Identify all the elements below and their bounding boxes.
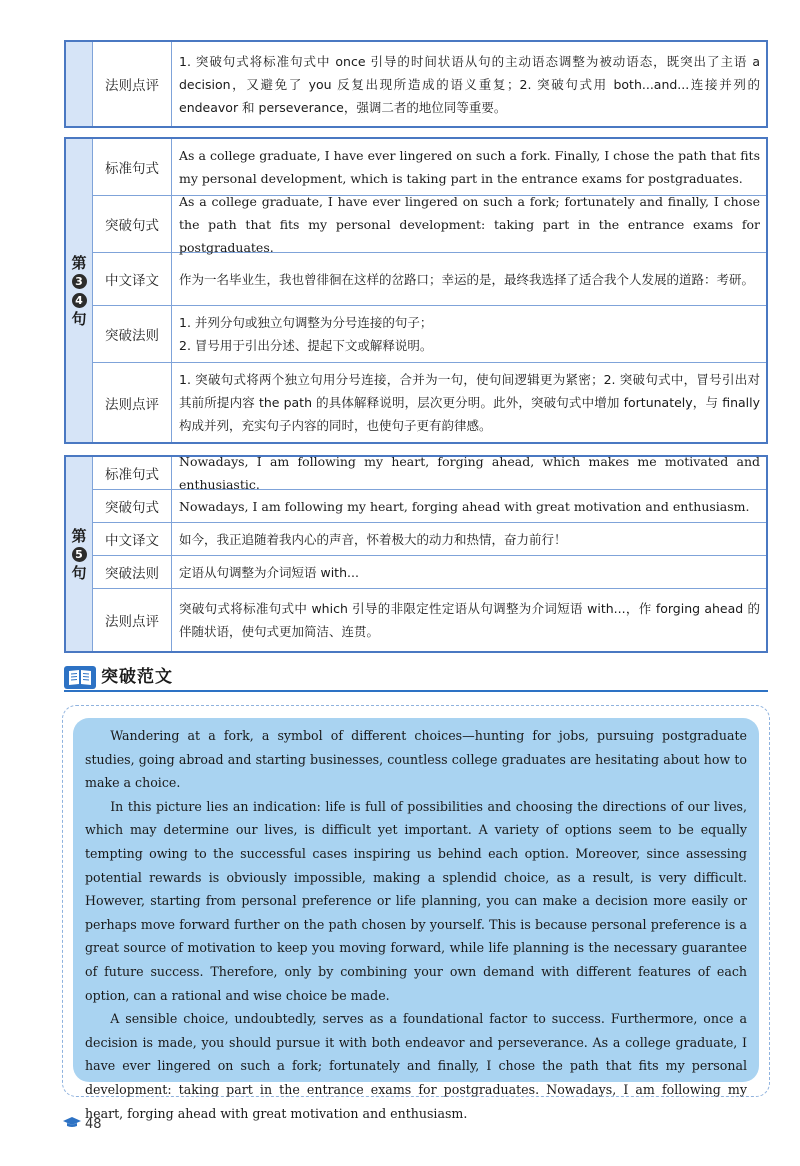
row-label: 突破句式: [93, 196, 172, 252]
row-text: As a college graduate, I have ever lingered on such a fork; fortunately and finally, I chose the path that fits my personal development: taking part in the entrance exams for postgraduates.: [179, 193, 760, 255]
table-row: [93, 363, 766, 442]
row-label: 突破句式: [93, 490, 172, 522]
essay-paragraph: A sensible choice, undoubtedly, serves as a foundational factor to success. Furthermore, once a decision is made, you should pursue it with both endeavor and perseverance. As a college graduate, I have ever lingered on such a fork; fortunately and finally, I chose the path that fits my personal development: taking part in the entrance exams for postgraduates. Nowadays, I am following my heart, forging ahead with great motivation and enthusiasm.: [85, 1011, 747, 1121]
page-number-text: 48: [85, 1116, 102, 1132]
side-label-sentence-3-4: 第 3 4 句: [66, 139, 93, 442]
essay-frame: [62, 705, 770, 1121]
block-sentence-5: [64, 455, 768, 653]
circled-number: 4: [72, 293, 87, 308]
book-icon: [64, 666, 96, 689]
row-text: 1. 突破句式将两个独立句用分号连接，合并为一句，使句间逻辑更为紧密；2. 突破句式中，冒号引出对其前所提内容 the path 的具体解释说明，层次更分明。此外，突破句式中增加 fortunately，与 finally 构成并列，充实句子内容的同时，也使句子更有韵律感。: [179, 372, 760, 433]
table-row: [93, 42, 766, 126]
rule-line-1: 1. 并列分句或独立句调整为分号连接的句子；: [179, 315, 433, 330]
rule-line-2: 2. 冒号用于引出分述、提起下文或解释说明。: [179, 338, 433, 353]
circled-number: 3: [72, 274, 87, 289]
row-label: 中文译文: [93, 523, 172, 555]
essay-box: [73, 718, 759, 1121]
block-sentence-2-continued: [64, 40, 768, 128]
section-title: 突破范文: [101, 667, 173, 687]
row-text: Nowadays, I am following my heart, forging ahead, which makes me motivated and enthusiastic.: [179, 454, 760, 492]
title-underline: [64, 690, 768, 692]
table-row: [93, 253, 766, 306]
row-text: As a college graduate, I have ever lingered on such a fork. Finally, I chose the path that fits my personal development, which is taking part in the entrance exams for postgraduates.: [179, 148, 760, 186]
table-row: [93, 556, 766, 589]
row-label: 法则点评: [93, 363, 172, 442]
table-row: [93, 454, 766, 492]
side-label-sentence-5: 第 5 句: [66, 457, 93, 651]
table-row: [93, 306, 766, 363]
page-number: [62, 1116, 102, 1132]
row-text: 定语从句调整为介词短语 with...: [179, 564, 359, 580]
row-text: [172, 306, 766, 362]
row-text: 作为一名毕业生，我也曾徘徊在这样的岔路口；幸运的是，最终我选择了适合我个人发展的道路：考研。: [179, 271, 755, 287]
row-text: 1. 突破句式将标准句式中 once 引导的时间状语从句的主动语态调整为被动语态，既突出了主语 a decision，又避免了 you 反复出现所造成的语义重复；2. 突破句式用 both...and...连接并列的 endeavor 和 perseverance，强调二者的地位同等重要。: [179, 53, 760, 115]
row-label: 法则点评: [93, 42, 172, 126]
section-header: [64, 665, 768, 691]
table-row: [93, 139, 766, 196]
row-label: 法则点评: [93, 589, 172, 651]
essay-paragraph: In this picture lies an indication: life is full of possibilities and choosing the directions of our lives, which may determine our lives, is difficult yet important. A variety of options seem to be equally tempting owing to the successful cases inspiring us behind each option. Moreover, since assessing potential rewards is obviously impossible, making a splendid choice, as a result, is very difficult. However, starting from personal preference or life planning, you can make a decision more easily or perhaps move forward further on the path chosen by yourself. This is because personal preference is a great source of motivation to keep you moving forward, while life planning is the necessary guarantee of future success. Therefore, only by combining your own demand with different features of each option, can a rational and wise choice be made.: [85, 798, 747, 1003]
essay-paragraph: Wandering at a fork, a symbol of different choices—hunting for jobs, pursuing postgraduate studies, going abroad and starting businesses, countless college graduates are hesitating about how to make a choice.: [85, 728, 747, 791]
row-text: Nowadays, I am following my heart, forging ahead with great motivation and enthusiasm.: [179, 498, 750, 514]
row-text: 如今，我正追随着我内心的声音，怀着极大的动力和热情，奋力前行！: [179, 531, 567, 547]
row-label: 标准句式: [93, 139, 172, 195]
block-sentence-3-4: [64, 137, 768, 444]
table-row: [93, 193, 766, 255]
graduation-cap-icon: [62, 1116, 82, 1132]
side-strip: [66, 42, 93, 126]
circled-number: 5: [72, 547, 87, 562]
table-row: [93, 589, 766, 651]
row-label: 突破法则: [93, 556, 172, 588]
table-row: [93, 490, 766, 523]
row-label: 中文译文: [93, 253, 172, 305]
row-text: 突破句式将标准句式中 which 引导的非限定性定语从句调整为介词短语 with...，作 forging ahead 的伴随状语，使句式更加简洁、连贯。: [179, 601, 760, 639]
table-row: [93, 523, 766, 556]
row-label: 突破法则: [93, 306, 172, 362]
row-label: 标准句式: [93, 457, 172, 489]
